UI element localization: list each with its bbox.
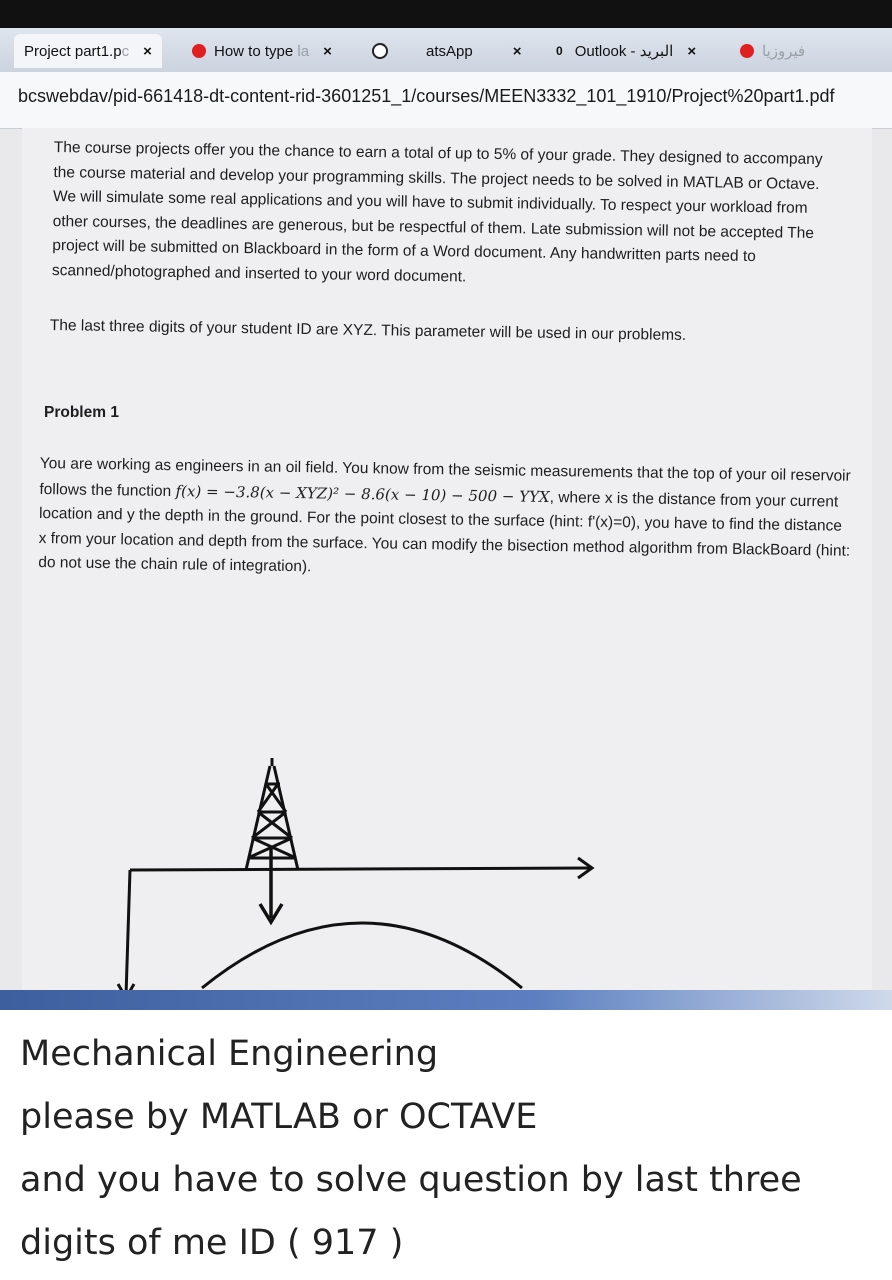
window-top-edge xyxy=(0,0,892,28)
caption-line-3: and you have to solve question by last three xyxy=(20,1160,802,1200)
taskbar-edge xyxy=(0,990,892,1010)
tab-whatsapp[interactable] xyxy=(372,34,521,68)
pdf-page xyxy=(22,128,872,1010)
close-icon[interactable]: × xyxy=(323,42,332,60)
reservoir-curve xyxy=(202,923,522,988)
close-icon[interactable]: × xyxy=(687,42,697,60)
youtube-icon xyxy=(740,44,754,58)
x-axis-arrow xyxy=(130,858,592,878)
url-text[interactable]: bcswebdav/pid-661418-dt-content-rid-3601251_1/courses/MEEN3332_101_1910/Project%20part1.pdf xyxy=(18,86,835,106)
whatsapp-icon xyxy=(372,43,388,59)
tab-how-to-type[interactable] xyxy=(192,34,332,68)
problem-paragraph: You are working as engineers in an oil field. You know from the seismic measurements that the top of your oil reservoir follows the function f(x) = −3.8(x − XYZ)² − 8.6(x − 10) − 500 − YYX, where x is the distance from your current location and y the depth in the ground. For the point closest to the surface (hint: f'(x)=0), you have to find the distance x from your location and depth from the surface. You can modify the bisection method algorithm from BlackBoard (hint: do not use the chain rule of integration). xyxy=(38,454,851,576)
intro-paragraph: The course projects offer you the chance to earn a total of up to 5% of your grade. They designed to accompany the course material and develop your programming skills. The project needs to be solved in MATLAB or Octave. We will simulate some real applications and you will have to submit individually. To respect your workload from other courses, the deadlines are generous, but be respectful of them. Late submission will not be accepted The project will be submitted on Blackboard in the form of a Word document. Any handwritten parts need to scanned/photographed and inserted to your word document. xyxy=(51,138,823,285)
browser-tab-bar xyxy=(0,28,892,72)
tab-project-pdf[interactable] xyxy=(14,34,162,68)
caption-line-4: digits of me ID ( 917 ) xyxy=(20,1223,404,1263)
oil-field-diagram xyxy=(22,728,872,1010)
tab-label: Outlook - البريد xyxy=(574,43,674,60)
tab-outlook[interactable] xyxy=(556,34,696,68)
problem-heading: Problem 1 xyxy=(44,404,119,421)
caption-line-1: Mechanical Engineering xyxy=(20,1034,439,1074)
caption-line-2: please by MATLAB or OCTAVE xyxy=(20,1097,538,1137)
tab-arabic-site[interactable] xyxy=(740,34,805,68)
student-id-paragraph: The last three digits of your student ID are XYZ. This parameter will be used in our problems. xyxy=(49,316,687,344)
youtube-icon xyxy=(192,44,206,58)
depth-axis-arrow xyxy=(118,870,134,998)
outlook-icon: 0 xyxy=(556,44,563,58)
tab-label: How to type la xyxy=(214,42,310,60)
tab-label: atsApp xyxy=(426,42,473,60)
tab-label: Project part1.pc xyxy=(24,42,130,60)
close-icon[interactable]: × xyxy=(512,42,522,60)
tab-label: فيروزيا xyxy=(762,43,806,60)
close-icon[interactable]: × xyxy=(143,42,152,60)
reservoir-function: f(x) = −3.8(x − XYZ)² − 8.6(x − 10) − 500 − YYX xyxy=(175,481,550,506)
address-bar[interactable] xyxy=(0,72,892,129)
